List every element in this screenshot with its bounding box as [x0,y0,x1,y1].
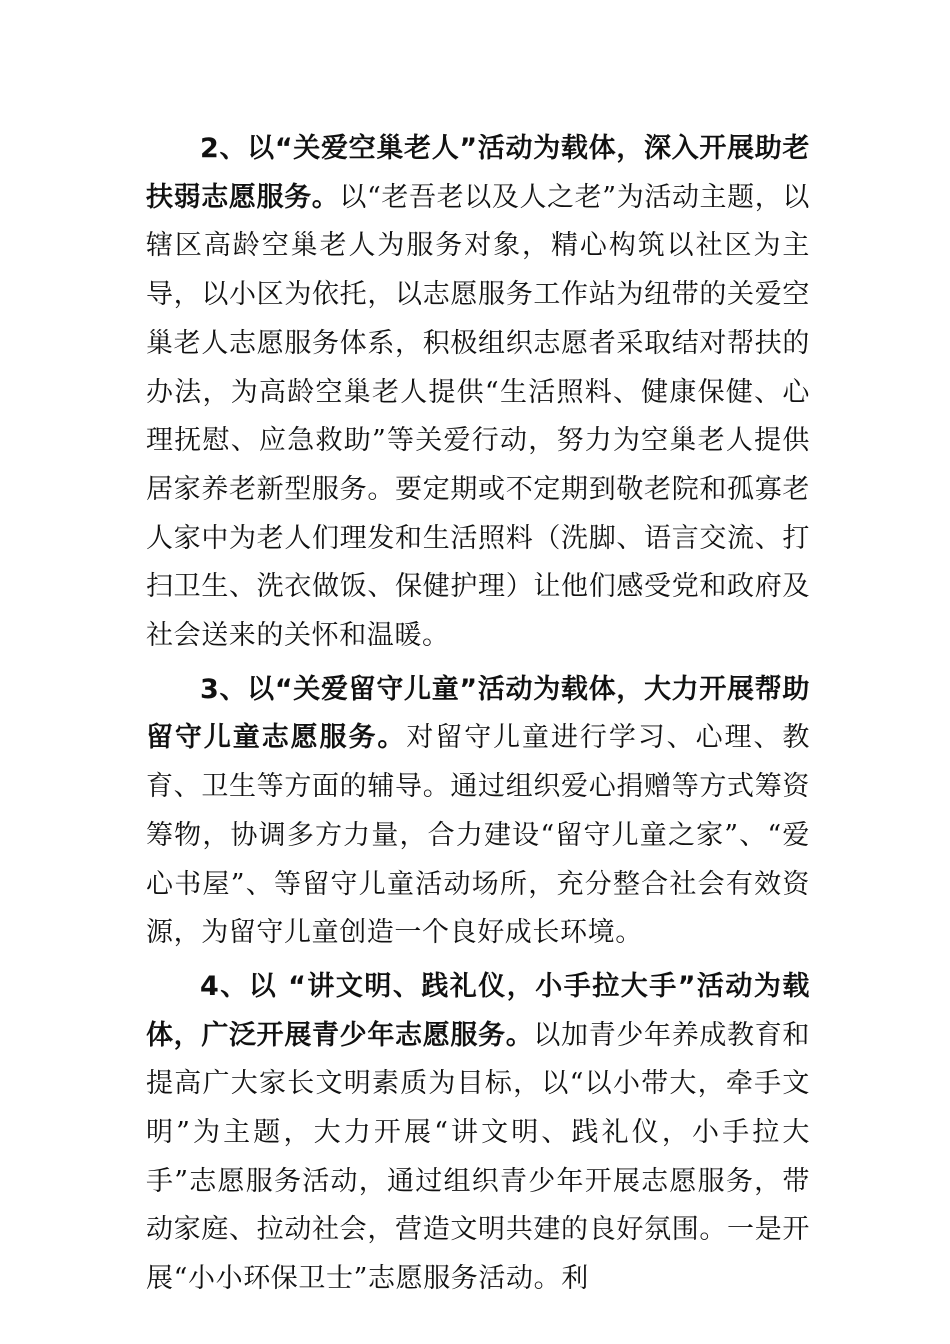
paragraph-text: 以“老吾老以及人之老”为活动主题，以辖区高龄空巢老人为服务对象，精心构筑以社区为主导，以小区为依托，以志愿服务工作站为纽带的关爱空巢老人志愿服务体系，积极组织志愿者采取结对帮扶的办法，为高龄空巢老人提供“生活照料、健康保健、心理抚慰、应急救助”等关爱行动，努力为空巢老人提供居家养老新型服务。要定期或不定期到敬老院和孤寡老人家中为老人们理发和生活照料（洗脚、语言交流、打扫卫生、洗衣做饭、保健护理）让他们感受党和政府及社会送来的关怀和温暖。 [146,181,811,652]
paragraph-heading: 2、以“关爱空巢老人”活动为载体，深入开展助老扶弱志愿服务。 [146,133,810,213]
paragraph-left-behind-children [146,666,810,958]
paragraph-youth-volunteer [146,963,810,1304]
paragraph-elderly-care [146,125,810,661]
document-body [146,125,810,1304]
paragraph-text: 以加青少年养成教育和提高广大家长文明素质为目标，以“以小带大，牵手文明”为主题，大力开展“讲文明、践礼仪，小手拉大手”志愿服务活动，通过组织青少年开展志愿服务，带动家庭、拉动社会，营造文明共建的良好氛围。一是开展“小小环保卫士”志愿服务活动。利 [146,1019,810,1295]
paragraph-text: 对留守儿童进行学习、心理、教育、卫生等方面的辅导。通过组织爱心捐赠等方式筹资筹物，协调多方力量，合力建设“留守儿童之家”、“爱心书屋”、等留守儿童活动场所，充分整合社会有效资源，为留守儿童创造一个良好成长环境。 [146,722,810,949]
paragraph-heading: 3、以“关爱留守儿童”活动为载体，大力开展帮助留守儿童志愿服务。 [146,673,810,754]
paragraph-heading: 4、以 “讲文明、践礼仪，小手拉大手”活动为载体，广泛开展青少年志愿服务。 [146,970,810,1051]
